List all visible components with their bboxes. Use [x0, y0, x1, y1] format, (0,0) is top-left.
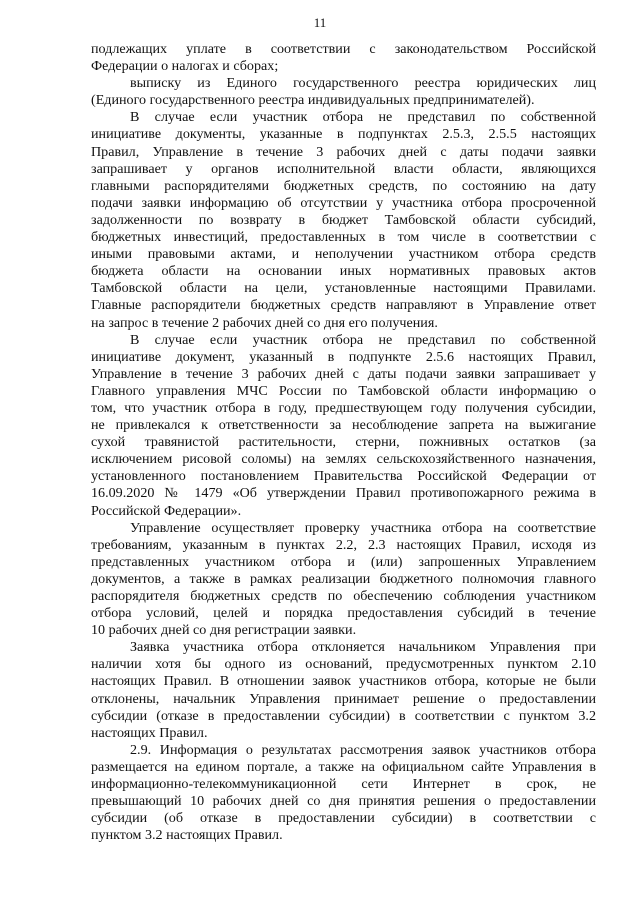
text-line: не привлекался к ответственности за несоблюдение запрета на выжигание	[91, 417, 596, 434]
text-line: документов, а также в рамках реализации бюджетного полномочия главного	[91, 570, 596, 587]
text-line: исключением рисовой соломы) на землях сельскохозяйственного назначения,	[91, 451, 596, 468]
text-line: В случае если участник отбора не представил по собственной	[130, 109, 596, 126]
paragraph	[91, 520, 596, 640]
paragraph	[91, 742, 596, 845]
text-line: Главного управления МЧС России по Тамбовской области информацию о	[91, 382, 596, 399]
text-line: Российской Федерации».	[91, 502, 242, 519]
text-line: 10 рабочих дней со дня регистрации заявки.	[91, 622, 357, 639]
text-line: отклонены, начальник Управления принимает решение о предоставлении	[91, 690, 596, 707]
text-line: В случае если участник отбора не представил по собственной	[130, 331, 596, 348]
text-line: требованиям, указанным в пунктах 2.2, 2.3 настоящих Правил, исходя из	[91, 536, 596, 553]
text-line: 16.09.2020 № 1479 «Об утверждении Правил противопожарного режима в	[91, 485, 596, 502]
paragraph	[91, 109, 596, 331]
text-line: настоящих Правил. В отношении заявок участников отбора, которые не были	[91, 673, 596, 690]
text-line: установленного постановлением Правительства Российской Федерации от	[91, 468, 596, 485]
document-body	[91, 41, 596, 844]
text-line: отбора условий, целей и порядка предоставления субсидий в течение	[91, 605, 596, 622]
text-line: запрашивает у органов исполнительной власти области, являющихся	[91, 160, 596, 177]
text-line: выписку из Единого государственного реестра юридических лиц	[130, 75, 596, 92]
paragraph	[91, 332, 596, 520]
text-line: задолженности по возврату в бюджет Тамбовской области субсидий,	[91, 211, 596, 228]
text-line: Правил, Управление в течение 3 рабочих дней с даты подачи заявки	[91, 143, 596, 160]
text-line: Заявка участника отбора отклоняется начальником Управления при	[130, 639, 596, 656]
page-number: 11	[313, 15, 327, 30]
text-line: подачи заявки информацию об отсутствии у участника отбора просроченной	[91, 194, 596, 211]
text-line: размещается на едином портале, а также на официальном сайте Управления в	[91, 758, 596, 775]
text-line: наличии хотя бы одного из оснований, предусмотренных пунктом 2.10	[91, 656, 596, 673]
text-line: подлежащих уплате в соответствии с законодательством Российской	[91, 41, 596, 57]
text-line: инициативе документ, указанный в подпункте 2.5.6 настоящих Правил,	[91, 348, 596, 365]
text-line: сухой травянистой растительности, стерни, пожнивных остатков (за	[91, 434, 596, 451]
text-line: Управление осуществляет проверку участника отбора на соответствие	[130, 519, 596, 536]
text-line: на запрос в течение 2 рабочих дней со дня его получения.	[91, 314, 438, 331]
text-line: бюджетных инвестиций, предоставленных в том числе в соответствии с	[91, 229, 596, 246]
text-line: Управление в течение 3 рабочих дней с даты подачи заявки запрашивает у	[91, 365, 596, 382]
text-line: превышающий 10 рабочих дней со дня принятия решения о предоставлении	[91, 793, 596, 810]
text-line: Тамбовской области на цели, установленные настоящими Правилами.	[91, 280, 596, 297]
paragraph	[91, 41, 596, 75]
text-line: Главные распорядители бюджетных средств направляют в Управление ответ	[91, 297, 596, 314]
text-line: настоящих Правил.	[91, 724, 208, 741]
text-line: пунктом 3.2 настоящих Правил.	[91, 827, 283, 844]
text-line: информационно-телекоммуникационной сети Интернет в срок, не	[91, 776, 596, 793]
text-line: представленных участником отбора и (или) запрошенных Управлением	[91, 553, 596, 570]
text-line: инициативе документы, указанные в подпунктах 2.5.3, 2.5.5 настоящих	[91, 126, 596, 143]
text-line: иными правовыми актами, и неполучении участником отбора средств	[91, 246, 596, 263]
text-line: 2.9. Информация о результатах рассмотрения заявок участников отбора	[130, 741, 596, 758]
text-line: бюджета области на основании иных нормативных правовых актов	[91, 263, 596, 280]
text-line: том, что участник отбора в году, предшествующем году получения субсидии,	[91, 399, 596, 416]
paragraph	[91, 75, 596, 109]
text-line: главными распорядителями бюджетных средств, по состоянию на дату	[91, 177, 596, 194]
text-line: Федерации о налогах и сборах;	[91, 58, 279, 75]
text-line: субсидии (отказе в предоставлении субсидии) в соответствии с пунктом 3.2	[91, 707, 596, 724]
text-line: распорядителя бюджетных средств по обеспечению соблюдения участником	[91, 588, 596, 604]
paragraph	[91, 639, 596, 742]
text-line: (Единого государственного реестра индивидуальных предпринимателей).	[91, 92, 535, 109]
text-line: субсидии (об отказе в предоставлении субсидии) в соответствии с	[91, 810, 596, 827]
